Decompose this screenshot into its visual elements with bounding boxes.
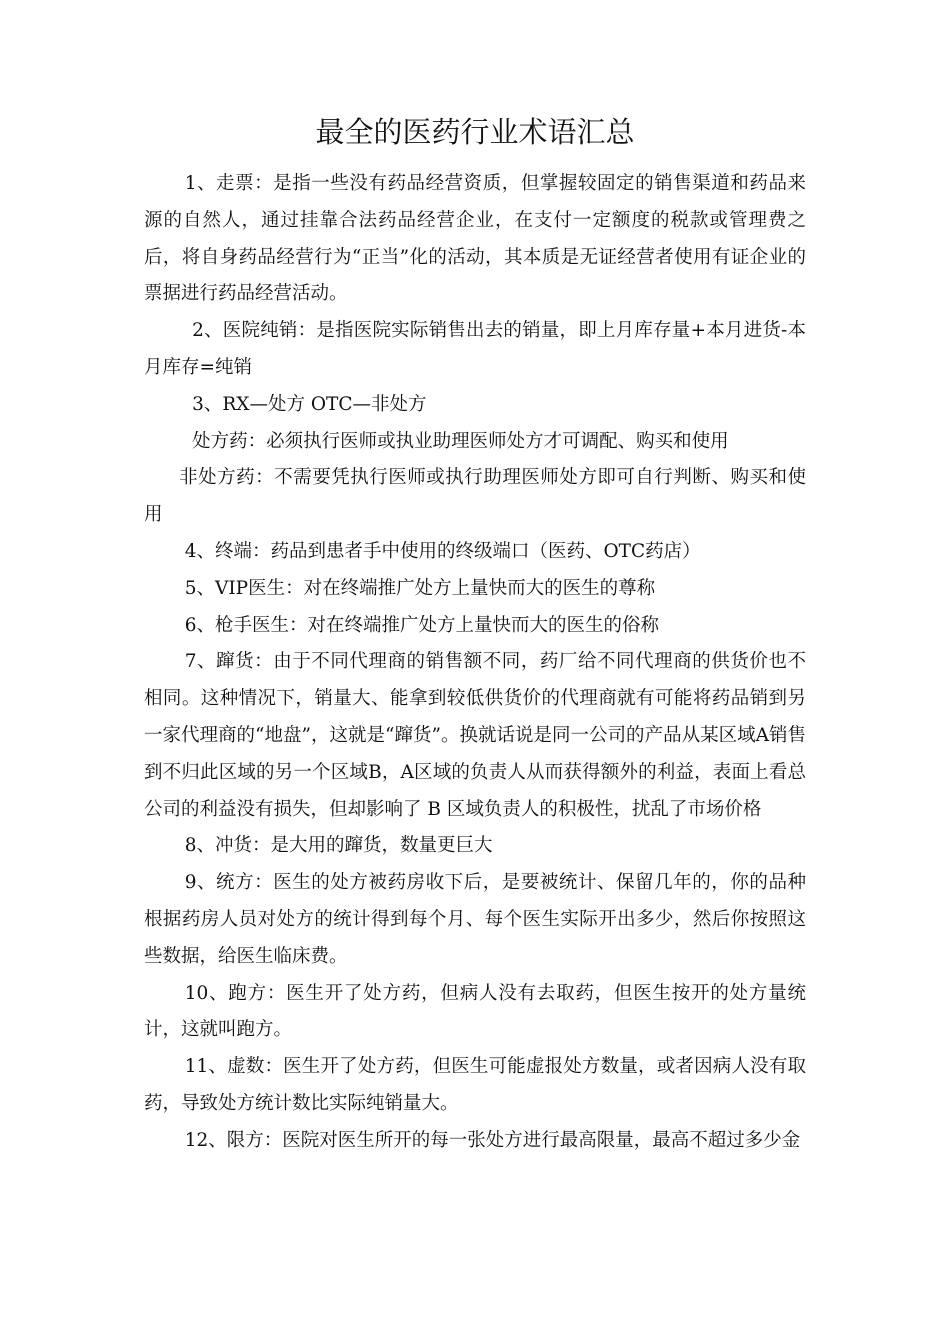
paragraph-xianfang: 12、限方：医院对医生所开的每一张处方进行最高限量，最高不超过多少金 [184,1129,801,1151]
paragraph-hospital-net-sales: 2、医院纯销：是指医院实际销售出去的销量，即上月库存量+本月进货-本月库存=纯销 [144,320,806,378]
paragraph-zoupiao: 1、走票：是指一些没有药品经营资质，但掌握较固定的销售渠道和药品来源的自然人，通过挂靠合法药品经营企业，在支付一定额度的税款或管理费之后，将自身药品经营行为“正当”化的活动，其本质是无证经营者使用有证企业的票据进行药品经营活动。 [144,173,806,305]
paragraph-cuanhuo: 7、蹿货：由于不同代理商的销售额不同，药厂给不同代理商的供货价也不相同。这种情况下，销量大、能拿到较低供货价的代理商就有可能将药品销到另一家代理商的“地盘”，这就是“蹿货”。换就话说是同一公司的产品从某区域A销售到不归此区域的另一个区域B，A区域的负责人从而获得额外的利益，表面上看总公司的利益没有损失，但却影响了 B 区域负责人的积极性，扰乱了市场价格 [144,651,806,820]
paragraph-gunner-doctor: 6、枪手医生：对在终端推广处方上量快而大的医生的俗称 [184,614,659,636]
paragraph-terminal: 4、终端：药品到患者手中使用的终级端口（医药、OTC药店） [184,540,701,562]
paragraph-chonghuo: 8、冲货：是大用的蹿货，数量更巨大 [184,835,493,857]
paragraph-paofang: 10、跑方：医生开了处方药，但病人没有去取药，但医生按开的处方量统计，这就叫跑方。 [144,982,806,1041]
paragraph-otc-drug: 非处方药：不需要凭执行医师或执行助理医师处方即可自行判断、购买和使用 [144,467,806,526]
document-body [144,166,806,1160]
paragraph-tongfang: 9、统方：医生的处方被药房收下后，是要被统计、保留几年的，你的品种根据药房人员对处方的统计得到每个月、每个医生实际开出多少，然后你按照这些数据，给医生临床费。 [144,872,806,967]
paragraph-xushu: 11、虚数：医生开了处方药，但医生可能虚报处方数量，或者因病人没有取药，导致处方统计数比实际纯销量大。 [144,1056,806,1114]
page-title: 最全的医药行业术语汇总 [315,115,635,149]
paragraph-prescription-drug: 处方药：必须执行医师或执业助理医师处方才可调配、购买和使用 [192,430,729,452]
paragraph-vip-doctor: 5、VIP医生：对在终端推广处方上量快而大的医生的尊称 [184,577,656,599]
paragraph-rx-otc: 3、RX—处方 OTC—非处方 [192,393,427,415]
